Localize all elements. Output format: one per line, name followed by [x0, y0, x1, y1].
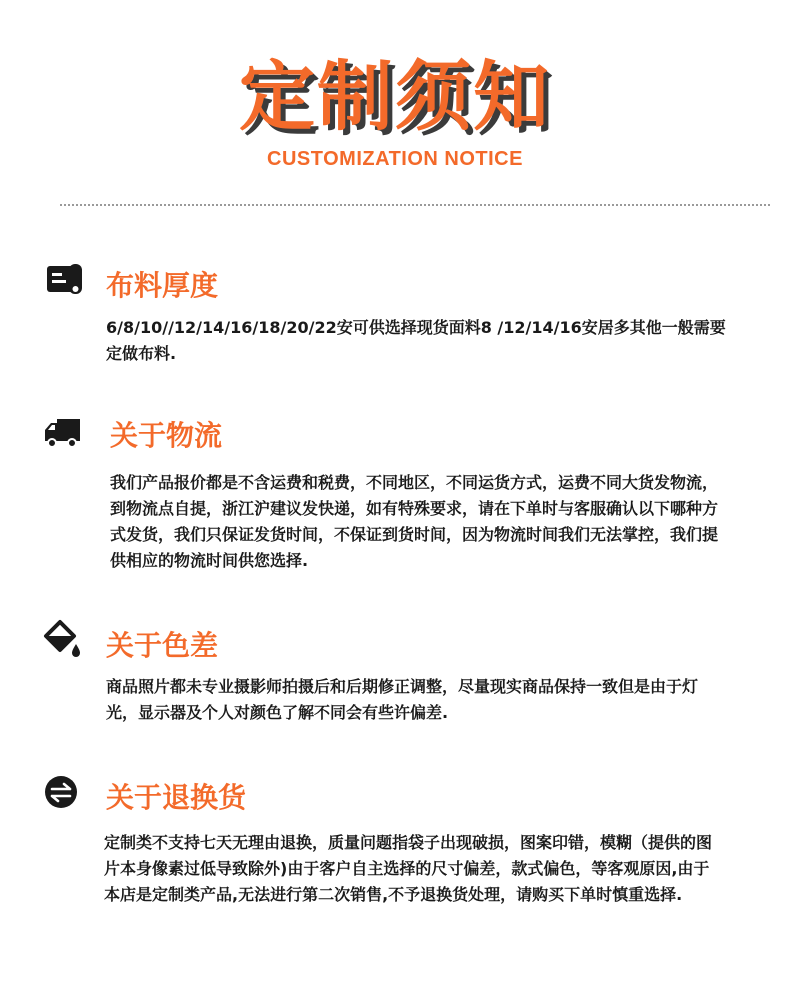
section-heading-logistics: 关于物流	[110, 419, 223, 452]
section-heading-color: 关于色差	[106, 629, 219, 662]
section-text-fabric: 6/8/10//12/14/16/18/20/22安可供选择现货面料8 /12/14/16安居多其他一般需要定做布料.	[106, 318, 726, 363]
fabric-roll-icon	[46, 262, 86, 302]
truck-icon	[43, 414, 83, 454]
page-title: 定制须知	[239, 52, 551, 141]
dotted-divider	[60, 204, 770, 206]
section-text-returns: 定制类不支持七天无理由退换，质量问题指袋子出现破损，图案印错，模糊（提供的图片本身像素过低导致除外)由于客户自主选择的尺寸偏差，款式偏色，等客观原因,由于本店是定制类产品,无法进行第二次销售,不予退换货处理，请购买下单时慎重选择.	[104, 833, 713, 904]
section-heading-fabric: 布料厚度	[106, 269, 219, 302]
section-heading-returns: 关于退换货	[106, 781, 247, 814]
exchange-icon	[43, 774, 83, 814]
section-text-color: 商品照片都未专业摄影师拍摄后和后期修正调整，尽量现实商品保持一致但是由于灯光，显示器及个人对颜色了解不同会有些许偏差.	[106, 677, 699, 722]
section-text-logistics: 我们产品报价都是不含运费和税费，不同地区，不同运货方式，运费不同大货发物流，到物流点自提，浙江沪建议发快递，如有特殊要求，请在下单时与客服确认以下哪种方式发货，我们只保证发货时间，不保证到货时间，因为物流时间我们无法掌控，我们提供相应的物流时间供您选择.	[110, 473, 719, 570]
paint-bucket-icon	[42, 618, 82, 658]
page-subtitle: CUSTOMIZATION NOTICE	[267, 148, 523, 170]
